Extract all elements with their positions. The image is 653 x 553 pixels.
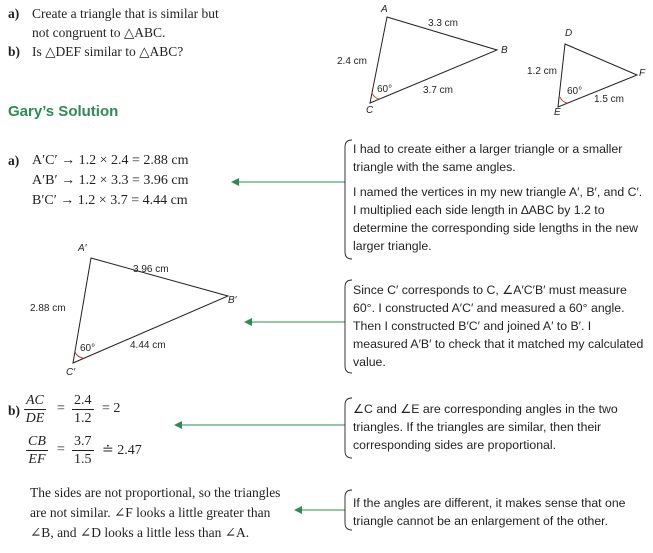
fraction-3-7-1-5-denominator: 1.5 (74, 452, 92, 467)
fraction-2-4-1-2-denominator: 1.2 (74, 411, 92, 426)
fraction-cb-ef (26, 433, 48, 468)
note-5-bracket (345, 490, 352, 530)
question-a-label: a) (8, 6, 20, 21)
note-3-bracket (345, 280, 352, 373)
fraction-ac-de-numerator: AC (26, 393, 44, 408)
result-2: ≐ 2.47 (102, 443, 142, 458)
vertex-a-label: A (381, 4, 388, 15)
conclusion-line1: The sides are not proportional, so the triangles (30, 485, 281, 500)
fraction-cb-ef-numerator: CB (28, 434, 46, 449)
vertex-a-prime-label: A′ (78, 243, 87, 254)
part-b-label: b) (8, 403, 21, 418)
part-a-label: a) (8, 153, 20, 168)
note-4: ∠C and ∠E are corresponding angles in the two triangles. If the triangles are similar, then their corresponding sides are proportional. (353, 402, 618, 452)
part-a-line3: B′C′ → 1.2 × 3.7 = 4.44 cm (32, 193, 188, 208)
part-a-line2: A′B′ → 1.2 × 3.3 = 3.96 cm (32, 173, 189, 188)
fraction-cb-ef-denominator: EF (28, 452, 46, 467)
angle-e-label: 60° (567, 86, 583, 97)
side-ef-label: 1.5 cm (594, 94, 625, 105)
side-ac-label: 2.4 cm (337, 56, 368, 67)
conclusion-line3: ∠B, and ∠D looks a little less than ∠A. (30, 525, 250, 540)
vertex-b-prime-label: B′ (228, 295, 237, 306)
note-5: If the angles are different, it makes sense that one triangle cannot be an enlargement of the other. (353, 496, 626, 528)
side-a-prime-c-prime-label: 2.88 cm (30, 303, 66, 314)
vertex-f-label: F (639, 68, 646, 79)
side-cb-label: 3.7 cm (423, 85, 454, 96)
fraction-ac-de (24, 392, 46, 427)
question-a-line2: not congruent to △ABC. (32, 25, 166, 40)
question-a-line1: Create a triangle that is similar but (32, 6, 219, 21)
result-1: = 2 (102, 401, 121, 416)
note-2: I named the vertices in my new triangle A′, B′, and C′. I multiplied each side length in ∆ABC by 1.2 to determine the corresponding side lengths in the new larger triangle. (353, 185, 643, 253)
note-1: I had to create either a larger triangle or a smaller triangle with the same angles. (353, 142, 623, 174)
angle-arc-e (560, 97, 567, 103)
vertex-b-label: B (501, 45, 508, 56)
note-4-bracket (345, 398, 352, 458)
question-b-label: b) (8, 44, 21, 59)
solution-heading: Gary’s Solution (8, 103, 119, 120)
part-a-line1: A′C′ → 1.2 × 2.4 = 2.88 cm (32, 153, 189, 168)
equals-sign-1: = (57, 401, 65, 416)
side-a-prime-b-prime-label: 3.96 cm (133, 264, 169, 275)
side-ab-label: 3.3 cm (428, 18, 459, 29)
conclusion-line2: are not similar. ∠F looks a little greater than (30, 505, 271, 520)
side-c-prime-b-prime-label: 4.44 cm (130, 340, 166, 351)
fraction-3-7-1-5-numerator: 3.7 (74, 434, 92, 449)
side-de-label: 1.2 cm (527, 66, 558, 77)
angle-c-prime-label: 60° (80, 343, 96, 354)
vertex-e-label: E (554, 107, 561, 118)
note-3: Since C′ corresponds to C, ∠A′C′B′ must measure 60°. I constructed A′C′ and measured a 60° angle. Then I constructed B′C′ and joined A′ to B′. I measured A′B′ to check that it matched my calculated value. (353, 283, 644, 369)
fraction-ac-de-denominator: DE (25, 411, 45, 426)
fraction-2-4-1-2-numerator: 2.4 (74, 393, 92, 408)
fraction-3-7-1-5 (72, 433, 94, 468)
fraction-2-4-1-2 (72, 392, 94, 427)
vertex-d-label: D (565, 28, 573, 39)
equals-sign-2: = (57, 442, 65, 457)
question-b-line: Is △DEF similar to △ABC? (32, 44, 184, 59)
vertex-c-label: C (366, 105, 374, 116)
vertex-c-prime-label: C′ (66, 367, 76, 378)
note-1-bracket (345, 140, 352, 259)
angle-c-label: 60° (377, 84, 393, 95)
